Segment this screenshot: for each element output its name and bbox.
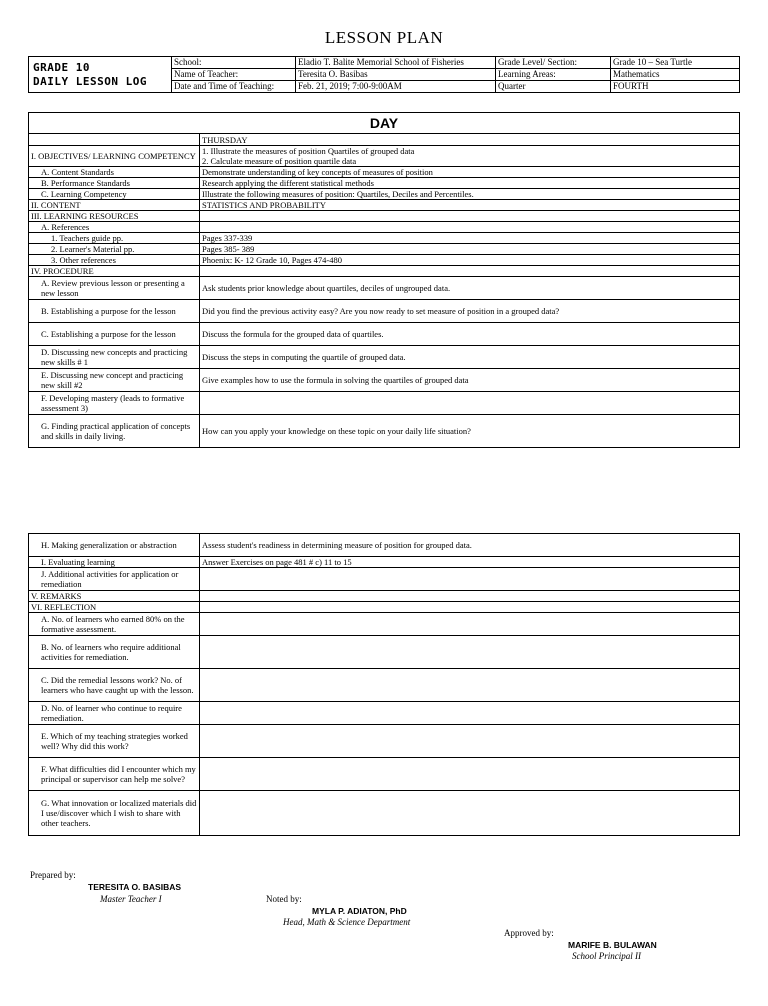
teachers-guide-value: Pages 337-339 — [200, 233, 740, 244]
procedure-step-text: Assess student's readiness in determining measure of position for grouped data. — [200, 534, 740, 557]
teacher-label: Name of Teacher: — [172, 69, 296, 81]
quarter-value: FOURTH — [611, 81, 740, 93]
noted-by-name: MYLA P. ADIATON, PhD — [312, 906, 407, 916]
procedure-step-label: B. Establishing a purpose for the lesson — [29, 300, 200, 323]
procedure-label: IV. PROCEDURE — [29, 266, 200, 277]
noted-by-label: Noted by: — [266, 894, 302, 904]
procedure-row — [29, 346, 740, 369]
learners-material-label: 2. Learner's Material pp. — [29, 244, 200, 255]
header-table — [28, 56, 740, 93]
procedure-step-label: C. Establishing a purpose for the lesson — [29, 323, 200, 346]
reflection-row — [29, 613, 740, 636]
learning-area-value: Mathematics — [611, 69, 740, 81]
references-label: A. References — [29, 222, 200, 233]
grade-level-title: GRADE 10 — [33, 60, 90, 74]
content-standards-label: A. Content Standards — [29, 167, 200, 178]
quarter-label: Quarter — [496, 81, 611, 93]
document-title: LESSON PLAN — [324, 28, 444, 47]
procedure-row — [29, 534, 740, 557]
other-references-value: Phoenix: K- 12 Grade 10, Pages 474-480 — [200, 255, 740, 266]
noted-by-role: Head, Math & Science Department — [283, 917, 411, 927]
procedure-step-label: D. Discussing new concepts and practicing new skills # 1 — [29, 346, 200, 369]
learning-competency-value: Illustrate the following measures of position: Quartiles, Deciles and Percentiles. — [200, 189, 740, 200]
reflection-item-label: E. Which of my teaching strategies worked well? Why did this work? — [29, 725, 200, 758]
performance-standards-label: B. Performance Standards — [29, 178, 200, 189]
procedure-row — [29, 392, 740, 415]
content-label: II. CONTENT — [29, 200, 200, 211]
reflection-item-label: A. No. of learners who earned 80% on the formative assessment. — [29, 613, 200, 636]
teacher-value: Teresita O. Basibas — [296, 69, 496, 81]
reflection-row — [29, 725, 740, 758]
grade-label — [29, 57, 172, 93]
content-standards-value: Demonstrate understanding of key concepts of measures of position — [200, 167, 740, 178]
procedure-row — [29, 277, 740, 300]
header-row-school — [29, 57, 740, 69]
learning-area-label: Learning Areas: — [496, 69, 611, 81]
approved-by-name: MARIFE B. BULAWAN — [568, 940, 657, 950]
reflection-row — [29, 669, 740, 702]
procedure-row — [29, 557, 740, 568]
prepared-by-label: Prepared by: — [30, 870, 76, 880]
resources-label: III. LEARNING RESOURCES — [29, 211, 200, 222]
procedure-step-label: G. Finding practical application of concepts and skills in daily living. — [29, 415, 200, 448]
lesson-table-continued — [28, 533, 740, 836]
procedure-step-text: Did you find the previous activity easy? Are you now ready to set measure of position in a grouped data? — [200, 300, 740, 323]
learning-competency-label: C. Learning Competency — [29, 189, 200, 200]
reflection-row — [29, 702, 740, 725]
reflection-label: VI. REFLECTION — [29, 602, 200, 613]
reflection-item-label: B. No. of learners who require additional activities for remediation. — [29, 636, 200, 669]
procedure-row — [29, 369, 740, 392]
procedure-step-text: How can you apply your knowledge on these topic on your daily life situation? — [200, 415, 740, 448]
objective-item: 2. Calculate measure of position quartile data — [202, 156, 357, 166]
procedure-step-label: J. Additional activities for application or remediation — [29, 568, 200, 591]
content-value: STATISTICS AND PROBABILITY — [200, 200, 740, 211]
school-value: Eladio T. Balite Memorial School of Fisheries — [296, 57, 496, 69]
approved-by-label: Approved by: — [504, 928, 554, 938]
date-value: Feb. 21, 2019; 7:00-9:00AM — [296, 81, 496, 93]
date-label: Date and Time of Teaching: — [172, 81, 296, 93]
reflection-row — [29, 636, 740, 669]
reflection-item-label: C. Did the remedial lessons work? No. of learners who have caught up with the lesson. — [29, 669, 200, 702]
procedure-step-label: A. Review previous lesson or presenting a new lesson — [29, 277, 200, 300]
grade-section-label: Grade Level/ Section: — [496, 57, 611, 69]
procedure-row — [29, 300, 740, 323]
teachers-guide-label: 1. Teachers guide pp. — [29, 233, 200, 244]
prepared-by-role: Master Teacher I — [100, 894, 162, 904]
daily-lesson-log-title: DAILY LESSON LOG — [33, 74, 147, 88]
objectives-label: I. OBJECTIVES/ LEARNING COMPETENCY — [29, 146, 200, 167]
reflection-item-label: F. What difficulties did I encounter which my principal or supervisor can help me solve? — [29, 758, 200, 791]
objectives-row — [29, 146, 740, 167]
procedure-step-label: I. Evaluating learning — [29, 557, 200, 568]
procedure-row — [29, 415, 740, 448]
day-name: THURSDAY — [200, 134, 740, 146]
objective-item: 1. Illustrate the measures of position Quartiles of grouped data — [202, 146, 415, 156]
learners-material-value: Pages 385- 389 — [200, 244, 740, 255]
procedure-step-text: Give examples how to use the formula in solving the quartiles of grouped data — [200, 369, 740, 392]
approved-by-role: School Principal II — [572, 951, 641, 961]
reflection-row — [29, 791, 740, 836]
lesson-table — [28, 112, 740, 448]
reflection-item-label: D. No. of learner who continue to require remediation. — [29, 702, 200, 725]
procedure-step-text: Answer Exercises on page 481 # c) 11 to 15 — [200, 557, 740, 568]
remarks-label: V. REMARKS — [29, 591, 200, 602]
procedure-step-text — [200, 392, 740, 415]
procedure-step-text: Ask students prior knowledge about quartiles, deciles of ungrouped data. — [200, 277, 740, 300]
prepared-by-name: TERESITA O. BASIBAS — [88, 882, 182, 892]
reflection-row — [29, 758, 740, 791]
day-heading: DAY — [29, 113, 740, 134]
procedure-row — [29, 323, 740, 346]
performance-standards-value: Research applying the different statistical methods — [200, 178, 740, 189]
procedure-step-label: F. Developing mastery (leads to formative assessment 3) — [29, 392, 200, 415]
other-references-label: 3. Other references — [29, 255, 200, 266]
procedure-step-text: Discuss the steps in computing the quartile of grouped data. — [200, 346, 740, 369]
procedure-step-label: H. Making generalization or abstraction — [29, 534, 200, 557]
procedure-step-text: Discuss the formula for the grouped data of quartiles. — [200, 323, 740, 346]
school-label: School: — [172, 57, 296, 69]
procedure-step-label: E. Discussing new concept and practicing new skill #2 — [29, 369, 200, 392]
reflection-item-label: G. What innovation or localized materials did I use/discover which I wish to share with other teachers. — [29, 791, 200, 836]
procedure-row — [29, 568, 740, 591]
grade-section-value: Grade 10 – Sea Turtle — [611, 57, 740, 69]
procedure-step-text — [200, 568, 740, 591]
